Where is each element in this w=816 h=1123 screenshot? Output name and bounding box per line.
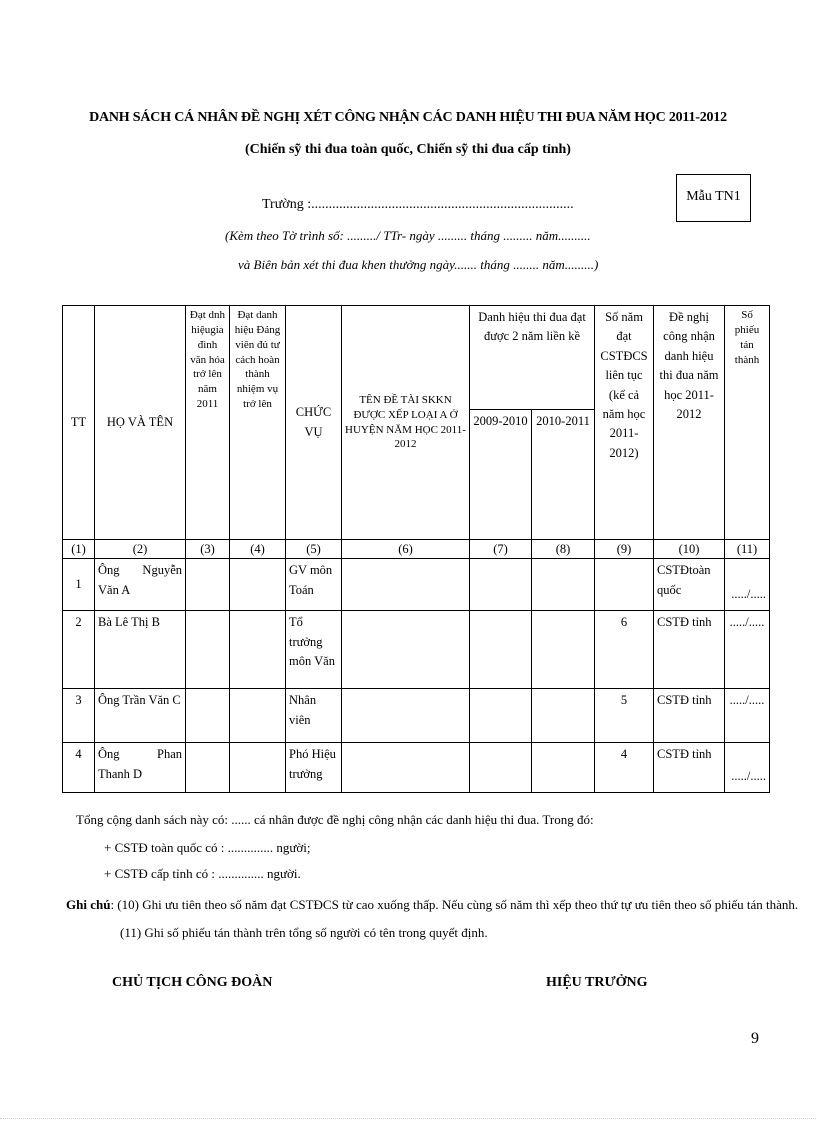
table-row	[63, 743, 770, 793]
row-years: 6	[595, 611, 654, 689]
row-family-title	[186, 559, 230, 611]
col-number: (8)	[532, 540, 595, 559]
table-row	[63, 689, 770, 743]
note-label: Ghi chú	[66, 897, 111, 912]
form-code-box: Mẫu TN1	[676, 174, 751, 222]
header-position: CHỨC VỤ	[286, 306, 342, 540]
col-number: (9)	[595, 540, 654, 559]
union-chair-signature: CHỦ TỊCH CÔNG ĐOÀN	[112, 975, 273, 990]
row-position: GV môn Toán	[286, 559, 342, 611]
col-number: (10)	[654, 540, 725, 559]
header-year-2009: 2009-2010	[470, 410, 532, 540]
row-votes: ...../.....	[725, 743, 770, 793]
row-votes: ...../.....	[725, 689, 770, 743]
col-number: (11)	[725, 540, 770, 559]
row-party-member	[230, 743, 286, 793]
note-line-1	[66, 897, 798, 913]
header-year-2010: 2010-2011	[532, 410, 595, 540]
row-years	[595, 559, 654, 611]
national-count-line: + CSTĐ toàn quốc có : .............. người;	[104, 840, 311, 855]
row-years: 5	[595, 689, 654, 743]
row-position: Tổ trưởng môn Văn	[286, 611, 342, 689]
table-row	[63, 611, 770, 689]
row-party-member	[230, 611, 286, 689]
col-number: (4)	[230, 540, 286, 559]
column-number-row	[63, 540, 770, 559]
col-number: (6)	[342, 540, 470, 559]
row-year2	[532, 743, 595, 793]
row-topic	[342, 611, 470, 689]
row-tt: 4	[63, 743, 95, 793]
col-number: (2)	[95, 540, 186, 559]
provincial-count-line: + CSTĐ cấp tỉnh có : .............. người.	[104, 866, 301, 881]
row-name: Ông Nguyễn Văn A	[95, 559, 186, 611]
header-emulation-group: Danh hiệu thi đua đạt được 2 năm liền kề	[470, 306, 595, 410]
header-proposal: Đề nghị công nhận danh hiệu thi đua năm học 2011-2012	[654, 306, 725, 540]
row-tt: 3	[63, 689, 95, 743]
row-year2	[532, 689, 595, 743]
principal-signature: HIỆU TRƯỞNG	[546, 975, 648, 990]
row-votes: ...../.....	[725, 611, 770, 689]
row-proposal: CSTĐtoàn quốc	[654, 559, 725, 611]
header-name: HỌ VÀ TÊN	[95, 306, 186, 540]
header-family-title: Đạt dnh hiệugia đình văn hóa trở lên năm 2011	[186, 306, 230, 540]
row-topic	[342, 559, 470, 611]
row-name: Bà Lê Thị B	[95, 611, 186, 689]
row-years: 4	[595, 743, 654, 793]
table-row	[63, 559, 770, 611]
row-year1	[470, 559, 532, 611]
row-position: Nhân viên	[286, 689, 342, 743]
row-year2	[532, 611, 595, 689]
header-years: Số năm đạt CSTĐCS liên tục (kể cả năm học 2011-2012)	[595, 306, 654, 540]
col-number: (3)	[186, 540, 230, 559]
row-year1	[470, 611, 532, 689]
row-year2	[532, 559, 595, 611]
row-topic	[342, 689, 470, 743]
row-topic	[342, 743, 470, 793]
header-tt: TT	[63, 306, 95, 540]
row-family-title	[186, 611, 230, 689]
attachment-line: (Kèm theo Tờ trình số: ........./ TTr- ngày ......... tháng ......... năm..........	[225, 228, 591, 243]
header-party-member: Đạt danh hiệu Đảng viên đủ tư cách hoàn thành nhiệm vụ trở lên	[230, 306, 286, 540]
row-party-member	[230, 559, 286, 611]
row-tt: 2	[63, 611, 95, 689]
row-year1	[470, 689, 532, 743]
row-family-title	[186, 743, 230, 793]
school-line: Trường :...........................................................................	[262, 197, 574, 212]
nomination-table	[62, 305, 770, 793]
row-votes: ...../.....	[725, 559, 770, 611]
document-subtitle: (Chiến sỹ thi đua toàn quốc, Chiến sỹ thi đua cấp tỉnh)	[245, 142, 571, 157]
note-text-1: : (10) Ghi ưu tiên theo số năm đạt CSTĐCS từ cao xuống thấp. Nếu cùng số năm thì xếp theo thứ tự ưu tiên theo số phiếu tán thành.	[110, 897, 799, 912]
col-number: (1)	[63, 540, 95, 559]
header-topic: TÊN ĐỀ TÀI SKKN ĐƯỢC XẾP LOẠI A Ở HUYỆN NĂM HỌC 2011-2012	[342, 306, 470, 540]
col-number: (5)	[286, 540, 342, 559]
page-number: 9	[751, 1030, 759, 1047]
note-line-2: (11) Ghi số phiếu tán thành trên tổng số người có tên trong quyết định.	[120, 925, 488, 940]
header-row	[63, 306, 770, 410]
total-count-line: Tổng cộng danh sách này có: ...... cá nhân được đề nghị công nhận các danh hiệu thi đua. Trong đó:	[76, 812, 594, 827]
row-proposal: CSTĐ tỉnh	[654, 611, 725, 689]
row-position: Phó Hiệu trưởng	[286, 743, 342, 793]
row-proposal: CSTĐ tỉnh	[654, 743, 725, 793]
row-name: Ông Phan Thanh D	[95, 743, 186, 793]
header-votes: Số phiếu tán thành	[725, 306, 770, 540]
row-family-title	[186, 689, 230, 743]
col-number: (7)	[470, 540, 532, 559]
row-party-member	[230, 689, 286, 743]
row-year1	[470, 743, 532, 793]
row-name: Ông Trần Văn C	[95, 689, 186, 743]
row-proposal: CSTĐ tỉnh	[654, 689, 725, 743]
footer-divider	[0, 1118, 816, 1119]
minutes-line: và Biên bản xét thi đua khen thưởng ngày....... tháng ........ năm.........)	[238, 257, 599, 272]
document-title: DANH SÁCH CÁ NHÂN ĐỀ NGHỊ XÉT CÔNG NHẬN CÁC DANH HIỆU THI ĐUA NĂM HỌC 2011-2012	[89, 110, 727, 125]
row-tt: 1	[63, 559, 95, 611]
